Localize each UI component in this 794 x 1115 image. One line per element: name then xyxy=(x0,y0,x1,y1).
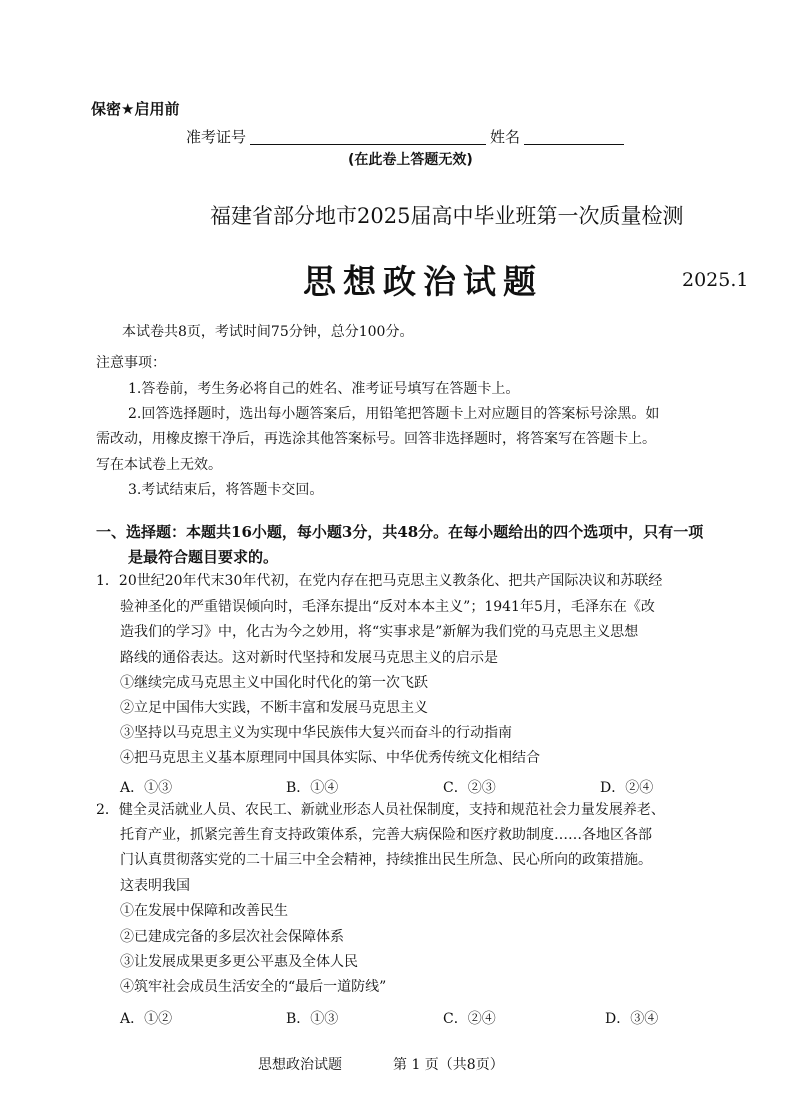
notice-item-2: 2.回答选择题时，选出每小题答案后，用铅笔把答题卡上对应题目的答案标号涂黑。如 xyxy=(128,406,660,422)
intro-text: 本试卷共8页，考试时间75分钟，总分100分。 xyxy=(122,324,414,340)
exam-id-label: 准考证号 xyxy=(186,128,247,146)
q2-option-a[interactable]: A．①② xyxy=(120,1011,173,1027)
name-label: 姓名 xyxy=(490,128,521,146)
q1-option-a[interactable]: A．①③ xyxy=(120,780,173,796)
footer-page-number: 第 1 页（共8页） xyxy=(393,1057,504,1073)
exam-date: 2025.1 xyxy=(682,269,749,291)
q2-option-c[interactable]: C．②④ xyxy=(443,1011,496,1027)
q2-statement: ①在发展中保障和改善民生 xyxy=(120,903,288,919)
notice-heading: 注意事项： xyxy=(96,355,166,371)
q2-stem: 托育产业，抓紧完善生育支持政策体系，完善大病保险和医疗救助制度……各地区各部 xyxy=(120,827,652,843)
q2-stem: 这表明我国 xyxy=(120,878,190,894)
q1-stem: 验神圣化的严重错误倾向时，毛泽东提出“反对本本主义”；1941年5月，毛泽东在《改 xyxy=(120,599,655,615)
q1-statement: ④把马克思主义基本原理同中国具体实际、中华优秀传统文化相结合 xyxy=(120,750,540,766)
exam-id-field[interactable] xyxy=(250,144,486,145)
q1-statement: ③坚持以马克思主义为实现中华民族伟大复兴而奋斗的行动指南 xyxy=(120,725,512,741)
q2-stem: 门认真贯彻落实党的二十届三中全会精神，持续推出民生所急、民心所向的政策措施。 xyxy=(120,852,652,868)
q1-stem: 造我们的学习》中，化古为今之妙用，将“实事求是”新解为我们党的马克思主义思想 xyxy=(120,624,639,640)
q2-statement: ③让发展成果更多更公平惠及全体人民 xyxy=(120,954,358,970)
q1-option-c[interactable]: C．②③ xyxy=(443,780,496,796)
q2-statement: ②已建成完备的多层次社会保障体系 xyxy=(120,929,344,945)
invalid-note: (在此卷上答题无效) xyxy=(348,152,473,168)
q2-option-b[interactable]: B．①③ xyxy=(286,1011,339,1027)
section-heading: 一、选择题：本题共16小题，每小题3分，共48分。在每小题给出的四个选项中，只有一项 xyxy=(96,523,704,541)
q1-stem: 1．20世纪20年代末30年代初，在党内存在把马克思主义教条化、把共产国际决议和苏联经 xyxy=(96,573,663,589)
page-title: 思想政治试题 xyxy=(303,262,543,301)
q1-option-b[interactable]: B．①④ xyxy=(286,780,339,796)
footer-subject: 思想政治试题 xyxy=(258,1057,342,1073)
notice-item-2-cont: 需改动，用橡皮擦干净后，再选涂其他答案标号。回答非选择题时，将答案写在答题卡上。 xyxy=(96,431,656,447)
notice-item-2-cont: 写在本试卷上无效。 xyxy=(96,457,222,473)
confidential-label: 保密★启用前 xyxy=(91,100,180,118)
name-field[interactable] xyxy=(524,144,624,145)
notice-item-1: 1.答卷前，考生务必将自己的姓名、准考证号填写在答题卡上。 xyxy=(128,381,520,397)
q2-statement: ④筑牢社会成员生活安全的“最后一道防线” xyxy=(120,979,387,995)
section-heading-cont: 是最符合题目要求的。 xyxy=(128,548,279,566)
exam-subtitle: 福建省部分地市2025届高中毕业班第一次质量检测 xyxy=(210,204,684,228)
q1-option-d[interactable]: D．②④ xyxy=(600,780,654,796)
q1-stem: 路线的通俗表达。这对新时代坚持和发展马克思主义的启示是 xyxy=(120,650,498,666)
q1-statement: ②立足中国伟大实践，不断丰富和发展马克思主义 xyxy=(120,700,428,716)
notice-item-3: 3.考试结束后，将答题卡交回。 xyxy=(128,482,324,498)
q2-stem: 2．健全灵活就业人员、农民工、新就业形态人员社保制度，支持和规范社会力量发展养老、 xyxy=(96,802,665,818)
q1-statement: ①继续完成马克思主义中国化时代化的第一次飞跃 xyxy=(120,675,428,691)
q2-option-d[interactable]: D．③④ xyxy=(605,1011,659,1027)
